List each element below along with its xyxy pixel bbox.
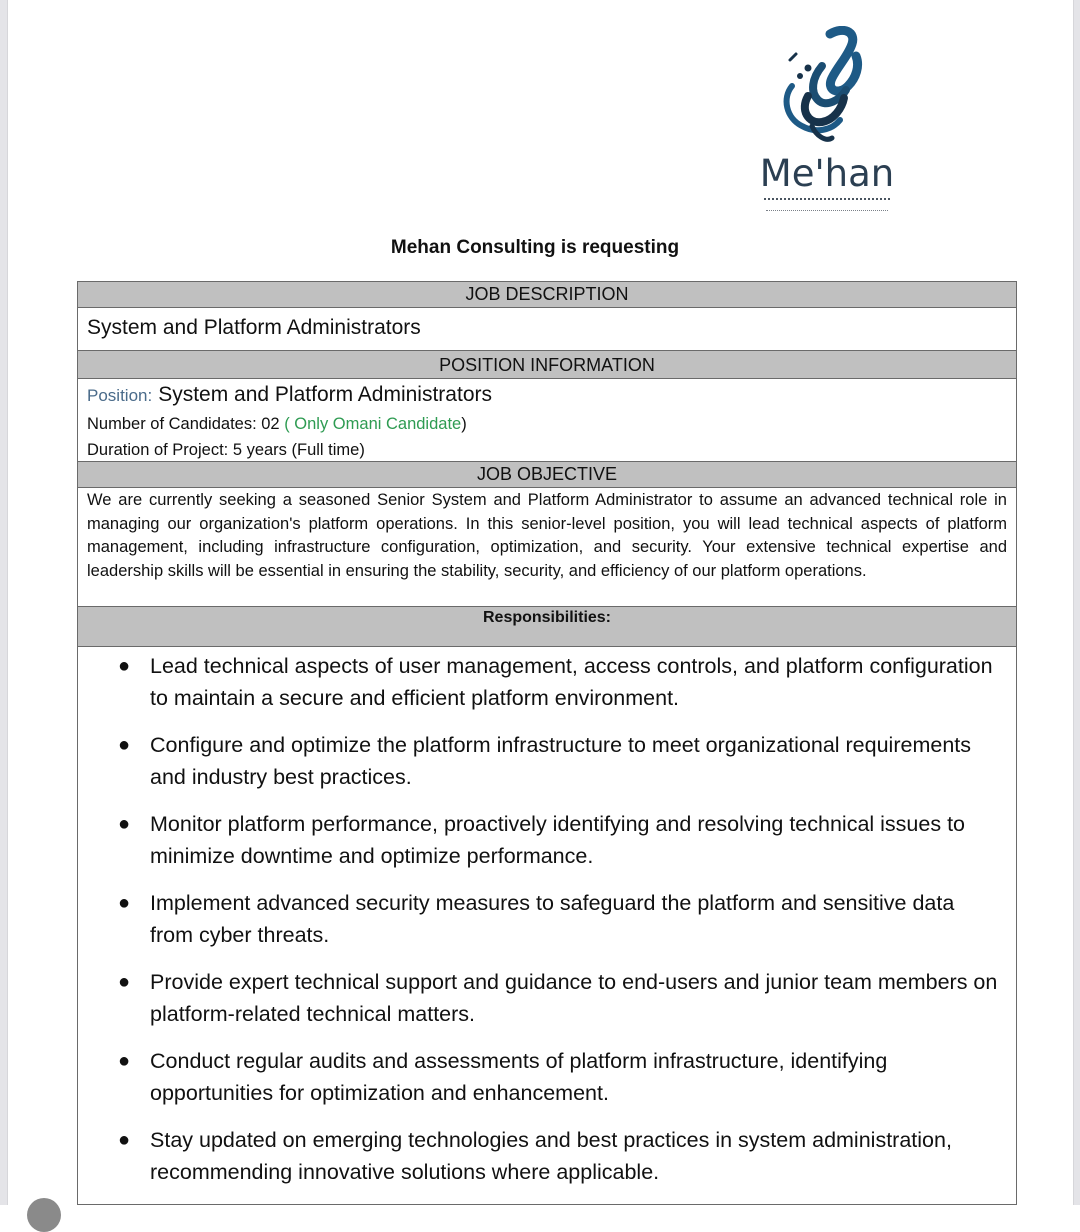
responsibility-text: Provide expert technical support and guidance to end-users and junior team members on platform-related technical matters. — [150, 970, 998, 1026]
list-item — [118, 1045, 1002, 1109]
position-line — [87, 379, 1016, 411]
job-objective-text: We are currently seeking a seasoned Senior System and Platform Administrator to assume an advanced technical role in managing our organization's platform operations. In this senior-level position, you will lead technical aspects of platform management, including infrastructure configuration, optimization, and security. Your extensive technical expertise and leadership skills will be essential in ensuring the stability, security, and efficiency of our platform operations. — [78, 488, 1016, 607]
list-item — [118, 966, 1002, 1030]
request-heading: Mehan Consulting is requesting — [390, 237, 680, 258]
bullet-icon: ● — [118, 892, 131, 914]
candidates-label: Number of Candidates: 02 — [87, 415, 280, 433]
duration-line: Duration of Project: 5 years (Full time) — [87, 441, 365, 459]
position-information-header: POSITION INFORMATION — [78, 351, 1016, 379]
responsibility-text: Conduct regular audits and assessments of platform infrastructure, identifying opportunities for optimization and enhancement. — [150, 1049, 888, 1105]
job-objective-header: JOB OBJECTIVE — [78, 462, 1016, 488]
scroll-indicator-icon — [27, 1198, 61, 1232]
list-item — [118, 887, 1002, 951]
list-item — [118, 729, 1002, 793]
bullet-icon: ● — [118, 655, 131, 677]
logo-english-tagline — [766, 210, 888, 214]
calligraphy-mark-icon — [752, 26, 902, 152]
responsibilities-list — [78, 647, 1016, 1204]
responsibility-text: Monitor platform performance, proactively identifying and resolving technical issues to minimize downtime and optimize performance. — [150, 812, 966, 868]
logo-wordmark: Me'han — [759, 152, 895, 195]
candidates-note: ( Only Omani Candidate — [284, 415, 462, 433]
list-item — [118, 650, 1002, 714]
left-edge-bar — [0, 0, 8, 1205]
responsibility-text: Stay updated on emerging technologies and best practices in system administration, recommending innovative solutions where applicable. — [150, 1128, 952, 1184]
job-title: System and Platform Administrators — [78, 308, 1016, 351]
responsibilities-header: Responsibilities: — [78, 607, 1016, 647]
job-table — [77, 281, 1017, 1205]
bullet-icon: ● — [118, 1050, 131, 1072]
company-logo — [752, 26, 902, 222]
bullet-icon: ● — [118, 1129, 131, 1151]
bullet-icon: ● — [118, 734, 131, 756]
position-information-cell — [78, 379, 1016, 462]
job-description-header: JOB DESCRIPTION — [78, 282, 1016, 308]
candidates-note-close: ) — [461, 415, 467, 433]
responsibility-text: Implement advanced security measures to safeguard the platform and sensitive data from cyber threats. — [150, 891, 955, 947]
position-value: System and Platform Administrators — [158, 383, 492, 406]
responsibility-text: Configure and optimize the platform infrastructure to meet organizational requirements and industry best practices. — [150, 733, 971, 789]
responsibility-text: Lead technical aspects of user management, access controls, and platform configuration to maintain a secure and efficient platform environment. — [150, 654, 993, 710]
list-item — [118, 808, 1002, 872]
logo-arabic-tagline — [764, 198, 890, 206]
right-edge-bar — [1073, 0, 1080, 1205]
bullet-icon: ● — [118, 971, 131, 993]
position-label: Position: — [87, 386, 153, 405]
list-item — [118, 1124, 1002, 1188]
candidates-line — [87, 411, 1016, 437]
bullet-icon: ● — [118, 813, 131, 835]
